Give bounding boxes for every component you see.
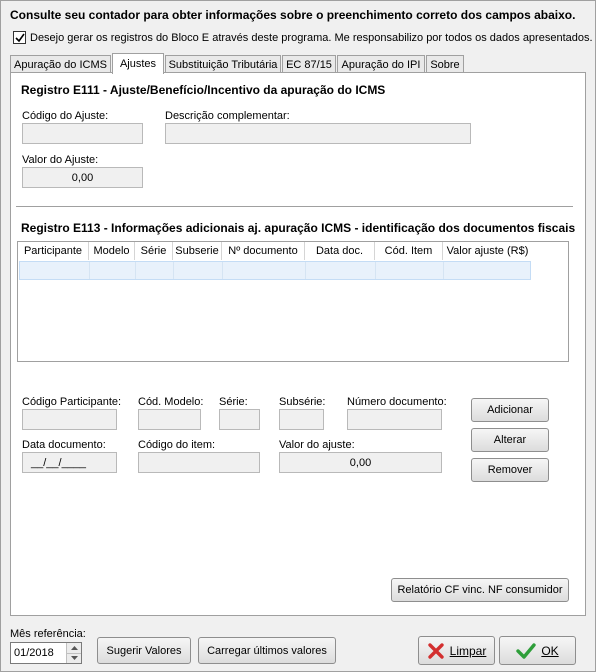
col-modelo[interactable]: Modelo	[89, 242, 135, 260]
descricao-complementar-field[interactable]	[165, 123, 471, 144]
valor-ajuste-label: Valor do Ajuste:	[22, 154, 99, 166]
tab-sobre[interactable]: Sobre	[426, 55, 464, 73]
codigo-participante-field[interactable]	[22, 409, 117, 430]
section-divider	[16, 206, 573, 208]
ok-button[interactable]: OK	[499, 636, 576, 665]
bloco-e-checkbox-label: Desejo gerar os registros do Bloco E através deste programa. Me responsabilizo por todos os dados apresentados.	[30, 31, 593, 44]
limpar-button[interactable]: Limpar	[418, 636, 495, 665]
mes-referencia-label: Mês referência:	[10, 628, 86, 640]
col-cod-item[interactable]: Cód. Item	[375, 242, 443, 260]
grid-header	[18, 242, 532, 260]
tab-apuracao-icms[interactable]: Apuração do ICMS	[10, 55, 111, 73]
ajustes-panel	[10, 72, 586, 616]
alterar-button[interactable]: Alterar	[471, 428, 549, 452]
col-data-doc[interactable]: Data doc.	[305, 242, 375, 260]
numero-documento-field[interactable]	[347, 409, 442, 430]
sugerir-valores-button[interactable]: Sugerir Valores	[97, 637, 191, 664]
header-title: Consulte seu contador para obter informações sobre o preenchimento correto dos campos abaixo.	[10, 8, 576, 22]
numero-documento-label: Número documento:	[347, 396, 447, 408]
e113-title: Registro E113 - Informações adicionais aj. apuração ICMS - identificação dos documentos fiscais	[21, 221, 576, 235]
bloco-e-checkbox-row[interactable]	[13, 31, 593, 44]
spinner-up-icon[interactable]	[67, 643, 81, 654]
e113-documents-grid[interactable]	[17, 241, 569, 362]
table-row[interactable]	[19, 261, 531, 280]
mes-referencia-spinner[interactable]	[10, 642, 82, 664]
serie-field[interactable]	[219, 409, 260, 430]
valor-do-ajuste-field[interactable]: 0,00	[279, 452, 442, 473]
data-documento-field[interactable]: __/__/____	[22, 452, 117, 473]
spinner-buttons	[66, 643, 81, 663]
remover-button[interactable]: Remover	[471, 458, 549, 482]
bloco-e-checkbox[interactable]	[13, 31, 26, 44]
subserie-field[interactable]	[279, 409, 324, 430]
codigo-ajuste-field[interactable]	[22, 123, 143, 144]
tab-apuracao-ipi[interactable]: Apuração do IPI	[337, 55, 425, 73]
codigo-item-field[interactable]	[138, 452, 260, 473]
codigo-item-label: Código do item:	[138, 439, 216, 451]
tab-ajustes[interactable]: Ajustes	[112, 53, 164, 74]
codigo-ajuste-label: Código do Ajuste:	[22, 110, 109, 122]
x-icon	[427, 642, 445, 660]
serie-label: Série:	[219, 396, 248, 408]
cod-modelo-label: Cód. Modelo:	[138, 396, 204, 408]
valor-do-ajuste-label: Valor do ajuste:	[279, 439, 355, 451]
codigo-participante-label: Código Participante:	[22, 396, 122, 408]
checkmark-icon	[15, 33, 25, 43]
col-participante[interactable]: Participante	[18, 242, 89, 260]
mes-referencia-value[interactable]: 01/2018	[14, 647, 54, 659]
check-icon	[516, 642, 536, 660]
e111-title: Registro E111 - Ajuste/Benefício/Incentivo da apuração do ICMS	[21, 83, 386, 97]
cod-modelo-field[interactable]	[138, 409, 201, 430]
valor-ajuste-field[interactable]: 0,00	[22, 167, 143, 188]
tab-ec-87-15[interactable]: EC 87/15	[282, 55, 336, 73]
col-numero-documento[interactable]: Nº documento	[222, 242, 305, 260]
data-documento-label: Data documento:	[22, 439, 106, 451]
descricao-complementar-label: Descrição complementar:	[165, 110, 290, 122]
adicionar-button[interactable]: Adicionar	[471, 398, 549, 422]
carregar-ultimos-valores-button[interactable]: Carregar últimos valores	[198, 637, 336, 664]
col-valor-ajuste[interactable]: Valor ajuste (R$)	[446, 245, 529, 257]
relatorio-cf-button[interactable]: Relatório CF vinc. NF consumidor	[391, 578, 569, 602]
subserie-label: Subsérie:	[279, 396, 326, 408]
tab-substituicao-tributaria[interactable]: Substituição Tributária	[165, 55, 281, 73]
spinner-down-icon[interactable]	[67, 654, 81, 664]
col-subserie[interactable]: Subserie	[173, 242, 222, 260]
col-serie[interactable]: Série	[135, 242, 173, 260]
